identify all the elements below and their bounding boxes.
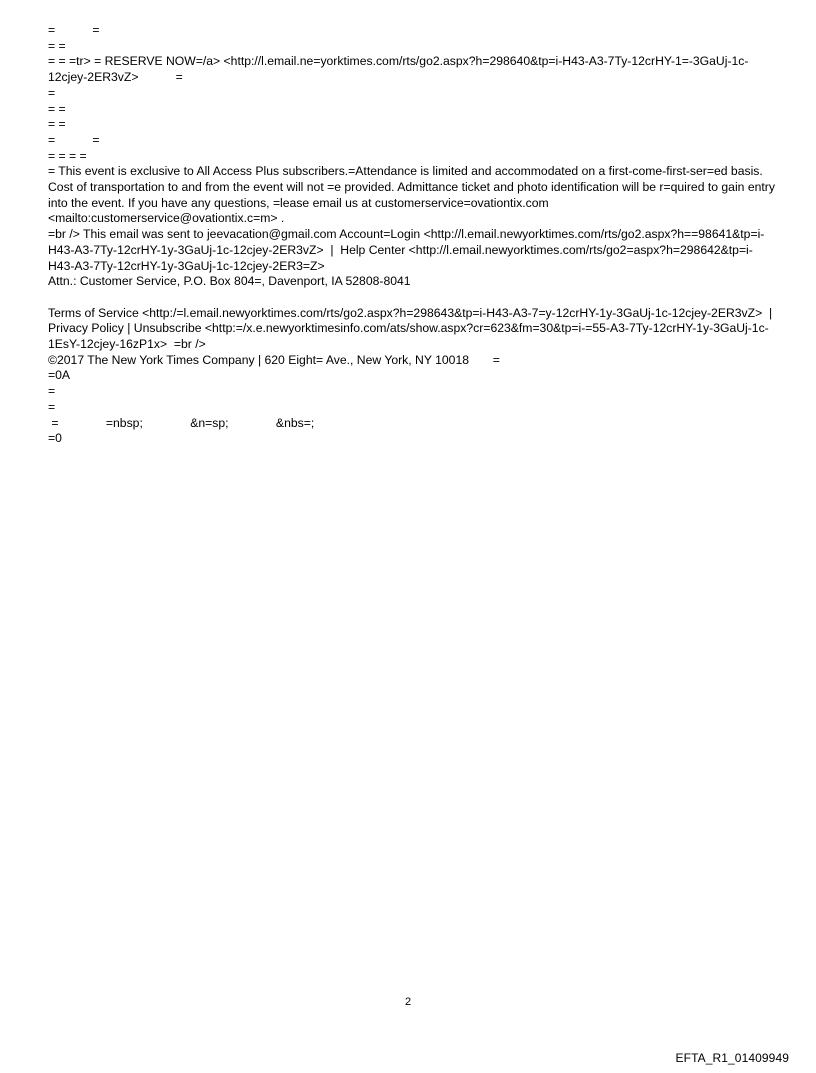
text-line: =0A <box>48 368 71 383</box>
email-body-text <box>48 23 778 447</box>
mailing-address: Attn.: Customer Service, P.O. Box 804=, Davenport, IA 52808-8041 <box>48 274 411 289</box>
blank-line <box>48 290 778 306</box>
text-line: = <box>48 399 56 414</box>
copyright-line: ©2017 The New York Times Company | 620 Eight= Ave., New York, NY 10018 = <box>48 352 500 367</box>
text-line: = = <box>48 117 66 132</box>
text-line: = = = = <box>48 148 87 163</box>
text-line: = <box>48 85 56 100</box>
text-line: =0 <box>48 431 62 446</box>
footer-links-paragraph: Terms of Service <http:/=l.email.newyorktimes.com/rts/go2.aspx?h=298643&tp=i-H43-A3-7=y-12crHY-1y-3GaUj-1c-12cjey-2ER3vZ> | Privacy Policy | Unsubscribe <http:=/x.e.newyorktimesinfo.com/ats/show.aspx?cr=623&fm=30&tp=i-=55-A3-7Ty-12crHY-1y-3GaUj-1c-1EsY-12cjey-16zP1x> =br /> <box>48 305 776 352</box>
recipient-links-paragraph: =br /> This email was sent to jeevacation@gmail.com Account=Login <http://l.email.newyorktimes.com/rts/go2.aspx?h==98641&tp=i-H43-A3-7Ty-12crHY-1y-3GaUj-1c-12cjey-2ER3vZ> | Help Center <http://l.email.newyorktimes.com/rts/go2=aspx?h=298642&tp=i-H43-A3-7Ty-12crHY-1y-3GaUj-1c-12cjey-2ER3=Z> <box>48 227 765 273</box>
text-line: = = <box>48 38 66 53</box>
text-line: = = <box>48 23 100 37</box>
event-notice-paragraph: = This event is exclusive to All Access Plus subscribers.=Attendance is limited and accommodated on a first-come-first-ser=ed basis. Cost of transportation to and from the event will not =e provided. Admittance ticket and photo identification will be r=quired to gain entry into the event. If you have any questions, =lease email us at customerservice=ovationtix.com <mailto:customerservice@ovationtix.c=m> . <box>48 164 779 226</box>
text-line: = <box>48 384 56 399</box>
reserve-now-line: = = =tr> = RESERVE NOW=/a> <http://l.email.ne=yorktimes.com/rts/go2.aspx?h=298640&tp=i-H43-A3-7Ty-12crHY-1=-3GaUj-1c-12cjey-2ER3vZ> = <box>48 54 749 85</box>
page-number: 2 <box>404 996 412 1008</box>
text-line: = = <box>48 101 66 116</box>
document-id: EFTA_R1_01409949 <box>675 1051 789 1065</box>
nbsp-line: = =nbsp; &n=sp; &nbs=; <box>48 415 315 430</box>
text-line: = = <box>48 132 100 147</box>
